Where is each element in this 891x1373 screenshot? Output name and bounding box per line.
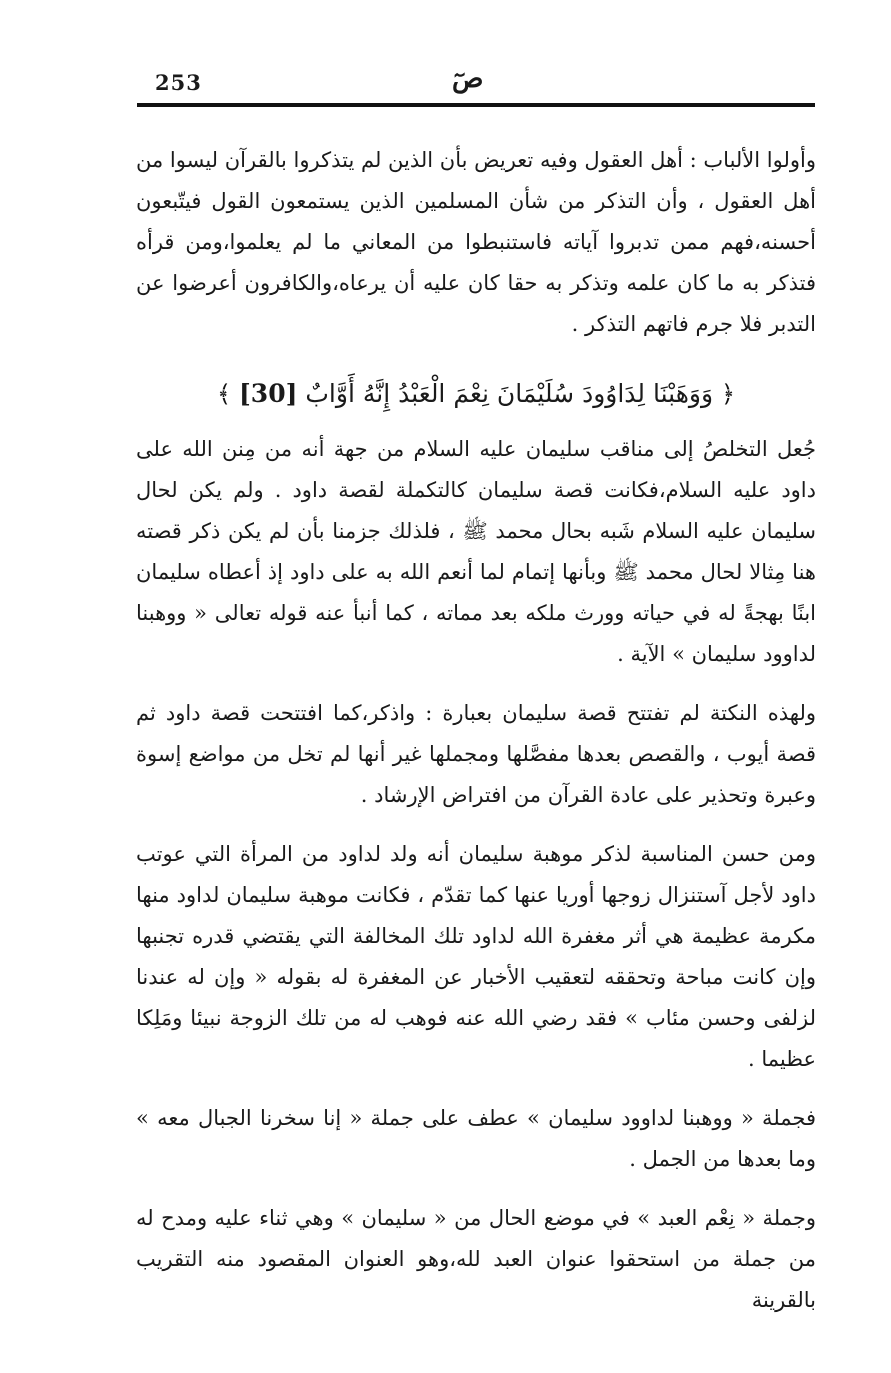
verse-text: وَوَهَبْنَا لِدَاوُودَ سُلَيْمَانَ نِعْمَ الْعَبْدُ إِنَّهُ أَوَّابٌ — [305, 379, 714, 408]
quran-verse — [136, 374, 816, 414]
header-rule — [137, 103, 815, 107]
page-body — [136, 140, 816, 1321]
page-number: 253 — [155, 70, 202, 95]
paragraph-6: وجملة « نِعْم العبد » في موضع الحال من « سليمان » وهي ثناء عليه ومدح له من جملة من استحقوا عنوان العبد لله،وهو العنوان المقصود منه التقريب بالقرينة — [136, 1206, 816, 1312]
surah-letter: صٓ — [452, 64, 484, 94]
paragraph-3: ولهذه النكتة لم تفتتح قصة سليمان بعبارة : واذكر،كما افتتحت قصة داود ثم قصة أيوب ، والقصص بعدها مفصَّلها ومجملها غير أنها لم تخل من مواضع إسوة وعبرة وتحذير على عادة القرآن من افتراض الإرشاد . — [136, 701, 816, 807]
paragraph-2: جُعل التخلصُ إلى مناقب سليمان عليه السلام من جهة أنه من مِنن الله على داود عليه السلام،فكانت قصة سليمان كالتكملة لقصة داود . ولم يكن لحال سليمان عليه السلام شَبه بحال محمد ﷺ ، فلذلك جزمنا بأن لم يكن ذكر قصته هنا مِثالا لحال محمد ﷺ وبأنها إتمام لما أنعم الله به على داود إذ أعطاه سليمان ابنًا بهجةً له في حياته وورث ملكه بعد مماته ، كما أنبأ عنه قوله تعالى « ووهبنا لداوود سليمان » الآية . — [136, 437, 816, 666]
page-header — [137, 64, 814, 102]
paragraph-5: فجملة « ووهبنا لداوود سليمان » عطف على جملة « إنا سخرنا الجبال معه » وما بعدها من الجمل . — [136, 1106, 816, 1171]
paragraph-1: وأولوا الألباب : أهل العقول وفيه تعريض بأن الذين لم يتذكروا بالقرآن ليسوا من أهل العقول ، وأن التذكر من شأن المسلمين الذين يستمعون القول فيتّبعون أحسنه،فهم ممن تدبروا آياته فاستنبطوا من المعاني ما لم يعلموا،ومن قرأه فتذكر به ما كان علمه وتذكر به حقا كان عليه أن يرعاه،والكافرون أعرضوا عن التدبر فلا جرم فاتهم التذكر . — [136, 148, 816, 336]
verse-open-bracket: ﴿ — [720, 380, 736, 408]
verse-close-bracket: ﴾ — [216, 380, 231, 408]
paragraph-4: ومن حسن المناسبة لذكر موهبة سليمان أنه ولد لداود من المرأة التي عوتب داود لأجل آستنزال زوجها أوريا عنها كما تقدّم ، فكانت موهبة سليمان لداود منها مكرمة عظيمة هي أثر مغفرة الله لداود تلك المخالفة التي يقتضي قدره تجنبها وإن كانت مباحة وتحققه لتعقيب الأخبار عن المغفرة له بقوله « وإن له عندنا لزلفى وحسن مئاب » فقد رضي الله عنه فوهب له من تلك الزوجة نبيئا ومَلِكا عظيما . — [136, 842, 816, 1071]
verse-number: [30] — [238, 379, 298, 408]
